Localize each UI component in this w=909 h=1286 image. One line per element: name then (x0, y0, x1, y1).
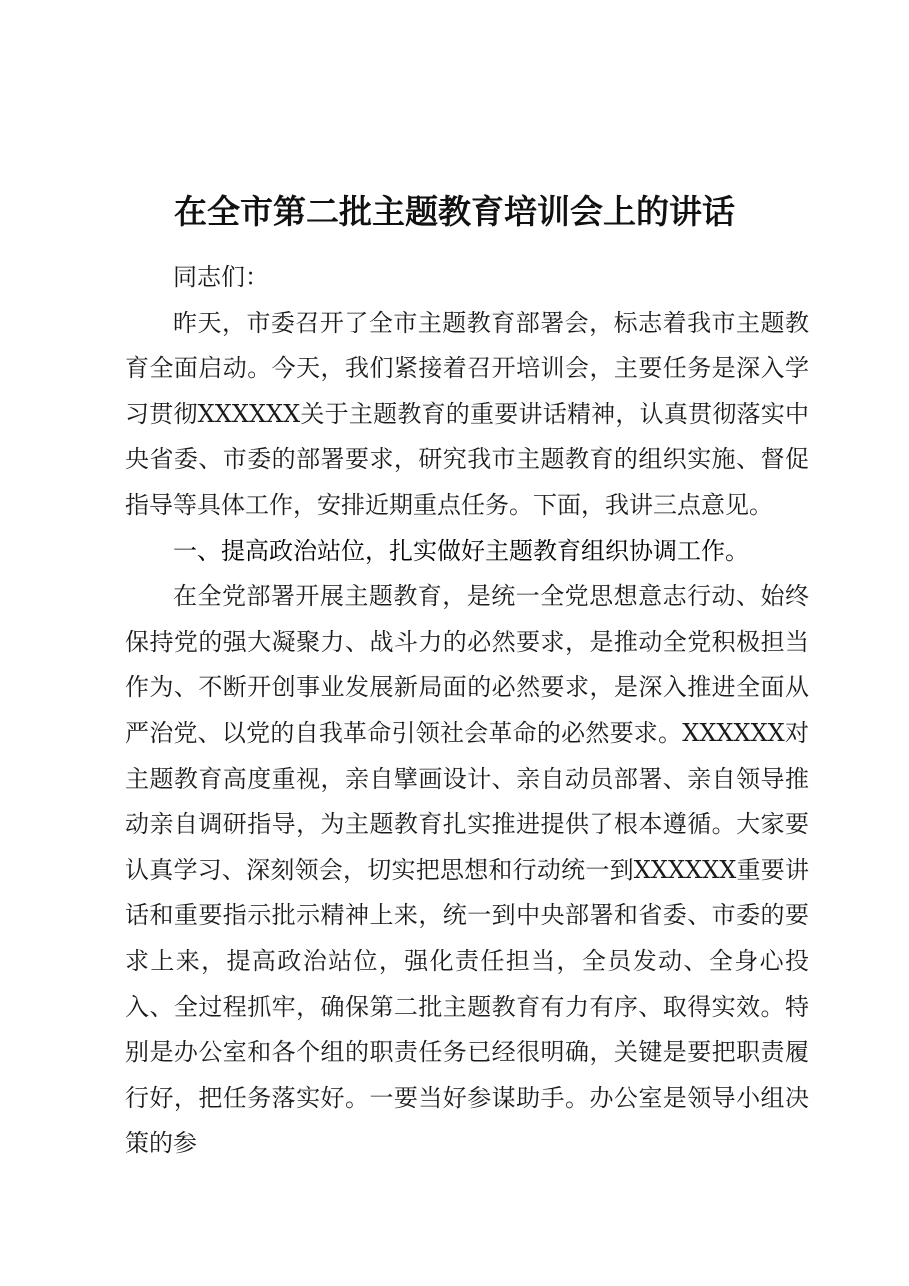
paragraph-intro: 昨天，市委召开了全市主题教育部署会，标志着我市主题教育全面启动。今天，我们紧接着召开培训会，主要任务是深入学习贯彻XXXXXX关于主题教育的重要讲话精神，认真贯彻落实中央省委、市委的部署要求，研究我市主题教育的组织实施、督促指导等具体工作，安排近期重点任务。下面，我讲三点意见。 (125, 308, 809, 519)
section-heading-1: 一、提高政治站位，扎实做好主题教育组织协调工作。 (173, 536, 749, 565)
salutation: 同志们： (173, 263, 269, 291)
document-body (125, 255, 809, 1167)
paragraph-section-1: 在全党部署开展主题教育，是统一全党思想意志行动、始终保持党的强大凝聚力、战斗力的必然要求，是推动全党积极担当作为、不断开创事业发展新局面的必然要求，是深入推进全面从严治党、以党的自我革命引领社会革命的必然要求。XXXXXX对主题教育高度重视，亲自擘画设计、亲自动员部署、亲自领导推动亲自调研指导，为主题教育扎实推进提供了根本遵循。大家要认真学习、深刻领会，切实把思想和行动统一到XXXXXX重要讲话和重要指示批示精神上来，统一到中央部署和省委、市委的要求上来，提高政治站位，强化责任担当，全员发动、全身心投入、全过程抓牢，确保第二批主题教育有力有序、取得实效。特别是办公室和各个组的职责任务已经很明确，关键是要把职责履行好，把任务落实好。一要当好参谋助手。办公室是领导小组决策的参 (125, 582, 809, 1158)
document-title: 在全市第二批主题教育培训会上的讲话 (174, 192, 735, 231)
